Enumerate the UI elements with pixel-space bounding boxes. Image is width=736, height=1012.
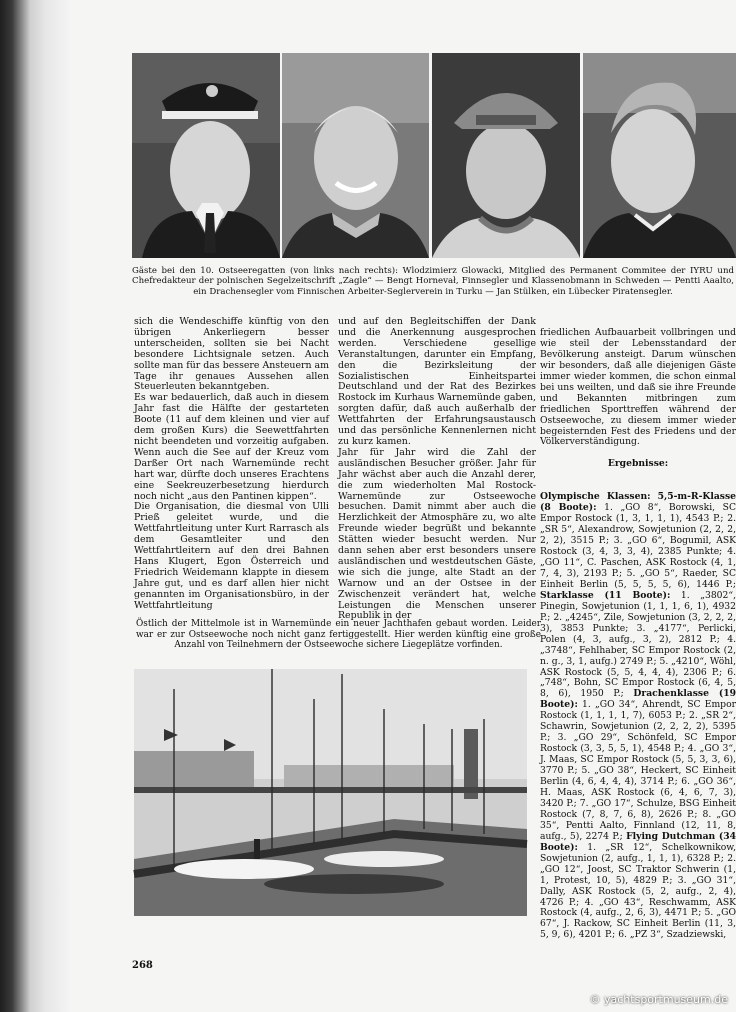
- portrait-photo-stuelken: [583, 53, 736, 258]
- portrait-photo-aalto: [432, 53, 580, 258]
- magazine-page: [70, 0, 736, 1012]
- harbor-photo: [134, 669, 527, 916]
- watermark: [590, 993, 728, 1006]
- book-binding-shadow: [0, 0, 70, 1012]
- result-text-1: 1. „GO 8“, Borowski, SC Empor Rostock (1, 3, 1, 1, 1), 4543 P.; 2. „SR 5“, Alexandrow, Sowjetunion (2, 2, 2, 2, 2), 3515 P.; 3. „GO 6“, Bogumil, ASK Rostock (3, 4, 3, 3, 4), 2385 Punkte; 4. „GO 11“, C. Paschen, ASK Rostock (4, 1, 7, 4, 3), 2193 P.; 5. „GO 5“, Raeder, SC Einheit Berlin (5, 5, 5, 5, 6), 1446 P.;: [540, 502, 736, 590]
- text-column-3: [540, 317, 736, 957]
- results-list: [540, 481, 736, 941]
- result-text-4: 1. „SR 12“, Schelkownikow, Sowjetunion (2, aufg., 1, 1, 1), 6328 P.; 2. „GO 12“, Joost, SC Traktor Schwerin (1, 1, Protest, 10, 5), 4829 P.; 3. „GO 31“, Dally, ASK Rostock (5, 2, aufg., 2, 4), 4726 P.; 4. „GO 43“, Reschwamm, ASK Rostock (4, aufg., 2, 6, 3), 4471 P.; 5. „GO 67“, J. Rackow, SC Einheit Berlin (11, 3, 5, 9, 6), 4201 P.; 6. „PZ 3“, Szadziewski,: [540, 841, 736, 941]
- result-heading-4: Flying Dutchman (34 Boote):: [540, 830, 736, 853]
- result-text-3: 1. „GO 34“, Ahrendt, SC Empor Rostock (1, 1, 1, 1, 7), 6053 P.; 2. „SR 2“, Schawrin, Sowjetunion (2, 2, 2, 2), 5395 P.; 3. „GO 29“, Schönfeld, SC Empor Rostock (3, 3, 5, 5, 1), 4548 P.; 4. „GO 3“, J. Maas, SC Empor Rostock (5, 5, 3, 3, 6), 3770 P.; 5. „GO 38“, Heckert, SC Einheit Berlin (4, 6, 4, 4, 4), 3714 P.; 6. „GO 36“, H. Maas, ASK Rostock (6, 4, 6, 7, 3), 3420 P.; 7. „GO 17“, Schulze, BSG Einheit Rostock (7, 8, 7, 6, 8), 2626 P.; 8. „GO 35“, Pentti Aalto, Finnland (12, 11, 8, aufg., 5), 2274 P.;: [540, 699, 736, 842]
- text-column-2: und auf den Begleitschiffen der Dank und die Anerkennung ausgesprochen werden. Verschiedene gesellige Veranstaltungen, darunter ein Empfang, den die Bezirksleitung der Sozialistischen Einheitspartei Deutschland und der Rat des Bezirkes Rostock im Kurhaus Warnemünde gaben, sorgten dafür, daß auch außerhalb der Wettfahrten der Erfahrungsaustausch und das persönliche Kennenlernen nicht zu kurz kamen. Jahr für Jahr wird die Zahl der ausländischen Besucher größer. Jahr für Jahr wächst aber auch die Anzahl derer, die zum wiederholten Mal Rostock-Warnemünde zur Ostseewoche besuchen. Damit nimmt aber auch die Herzlichkeit der Atmosphäre zu, wo alte Freunde wieder begrüßt und bekannte Stätten wieder besucht werden. Nur dann sehen aber erst besonders unsere ausländischen und westdeutschen Gäste, wie sich die junge, alte Stadt an der Warnow und an der Ostsee in der Zwischenzeit verändert hat, welche Leistungen die Menschen unserer Republik in der: [338, 316, 536, 622]
- portrait-photo-glowacki: [132, 53, 280, 258]
- watermark-text: © yachtsportmuseum.de: [589, 993, 728, 1006]
- harbor-photo-caption: Östlich der Mittelmole ist in Warnemünde ein neuer Jachthafen gebaut worden. Leider war er zur Ostseewoche noch nicht ganz fertiggestellt. Hier werden künftig eine große Anzahl von Teilnehmern der Ostseewoche sichere Liegeplätze vorfinden.: [136, 619, 541, 650]
- result-text-2: 1. „3802“, Pinegin, Sowjetunion (1, 1, 1, 6, 1), 4932 P.; 2. „4245“, Zile, Sowjetunion (3, 2, 2, 2, 3), 3853 Punkte; 3. „4177“, Perlicki, Polen (4, 3, aufg., 3, 2), 2812 P.; 4. „3748“, Fehlhaber, SC Empor Rostock (2, n. g., 3, 1, aufg.) 2749 P.; 5. „4210“, Wöhl, ASK Rostock (5, 5, 4, 4, 4), 2306 P.; 6. „748“, Bohn, SC Empor Rostock (6, 4, 5, 8, 6), 1950 P.;: [540, 589, 736, 700]
- portrait-photo-hornevall: [282, 53, 429, 258]
- column-3-intro: friedlichen Aufbauarbeit vollbringen und wie steil der Lebensstandard der Bevölkerung ansteigt. Darum wünschen wir besonders, daß alle diejenigen Gäste immer wieder kommen, die schon einmal bei uns weilten, und daß sie ihre Freunde und Bekannten mitbringen zum friedlichen Sporttreffen während der Ostseewoche, zu diesem immer wieder begeisternden Fest des Friedens und der Völkerverständigung.: [540, 326, 736, 448]
- text-column-1: sich die Wendeschiffe künftig von den übrigen Ankerliegern besser unterscheiden, sollten sie bei Nacht besondere Lichtsignale setzen. Auch sollte man für das bessere Ansteuern am Tage ihr genaues Aussehen allen Steuerleuten bekanntgeben. Es war bedauerlich, daß auch in diesem Jahr fast die Hälfte der gestarteten Boote (11 auf dem kleinen und vier auf dem großen Kurs) die Seewettfahrten nicht beendeten und vorzeitig aufgaben. Wenn auch die See auf der Kreuz vom Darßer Ort nach Warnemünde recht hart war, dürfte doch unseres Erachtens eine Seekreuzerbesetzung hierdurch noch nicht „aus den Pantinen kippen“. Die Organisation, die diesmal von Ulli Prieß geleitet wurde, und die Wettfahrtleitung unter Kurt Rarrasch als dem Gesamtleiter und den Wettfahrtleitern auf den drei Bahnen Hans Klugert, Egon Österreich und Friedrich Weidemann klappte in diesem Jahre gut, und es darf allen hier nicht genannten im Organisationsbüro, in der Wettfahrtleitung: [134, 316, 329, 611]
- results-heading: Ergebnisse:: [607, 458, 669, 470]
- photo-caption: Gäste bei den 10. Ostseeregatten (von links nach rechts): Wlodzimierz Glowacki, Mitglied des Permanent Commitee der IYRU und Chefredakteur der polnischen Segelzeitschrift „Zagle“ — Bengt Hornevał, Finnsegler und Klassenobmann in Schweden — Pentti Aaalto, ein Drachensegler vom Finnischen Arbeiter-Seglerverein in Turku — Jan Stülken, ein Lübecker Piratensegler.: [132, 266, 734, 297]
- result-heading-1: Olympische Klassen: 5,5-m-R-Klasse (8 Boote):: [540, 491, 736, 514]
- page-number: 268: [132, 960, 153, 971]
- result-heading-2: Starklasse (11 Boote):: [540, 589, 671, 601]
- result-heading-3: Drachenklasse (19 Boote):: [540, 688, 736, 711]
